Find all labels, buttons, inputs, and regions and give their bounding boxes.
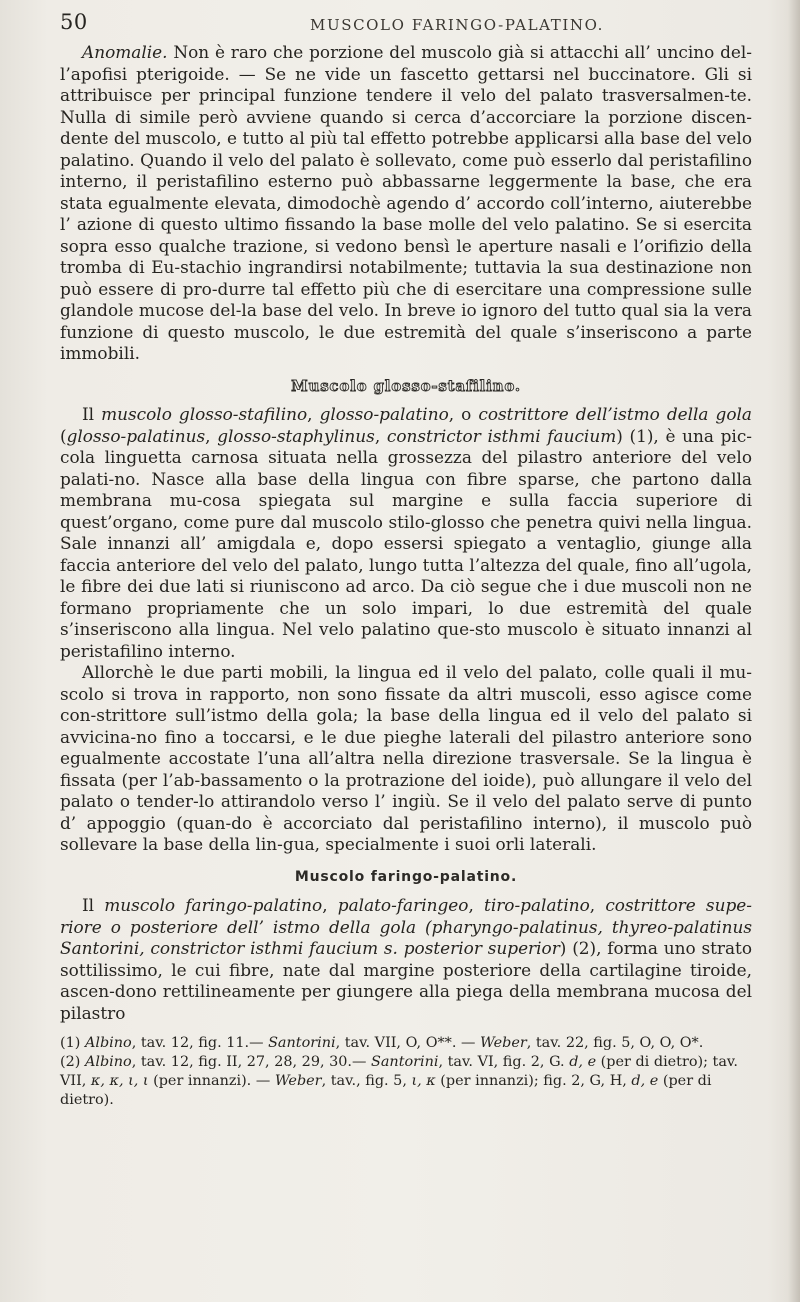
italic-text-run: glosso-palatino xyxy=(319,404,449,424)
body-text xyxy=(60,42,752,1110)
running-head: MUSCOLO FARINGO-PALATINO. xyxy=(310,16,605,34)
italic-text-run: Anomalie. xyxy=(82,42,168,62)
italic-text-run: ι, κ xyxy=(411,1073,436,1089)
text-run: , o xyxy=(448,404,479,424)
italic-text-run: costrittore dell’istmo della gola xyxy=(478,404,752,424)
italic-text-run: tiro-palatino xyxy=(484,895,590,915)
italic-text-run: constrictor isthmi faucium xyxy=(386,425,617,446)
italic-text-run: glosso-palatinus xyxy=(66,425,206,446)
text-run: , xyxy=(307,404,320,424)
text-run: (per di dietro); tav. VII, xyxy=(60,1054,738,1089)
text-run: (per innanzi); fig. 2, G, H, xyxy=(435,1073,632,1089)
italic-text-run: Santorini xyxy=(268,1035,336,1051)
italic-text-run: costrittore supe-riore o posteriore dell’ istmo della gola (pharyngo-palatinus, thyreo-palatinus Santorini, constrictor isthmi faucium s. posterior superior xyxy=(60,895,752,958)
paragraph-anomalie xyxy=(60,42,752,365)
text-run: , xyxy=(205,425,218,446)
page-header xyxy=(60,10,750,38)
text-run: , xyxy=(468,895,485,915)
italic-text-run: Albino xyxy=(84,1035,132,1051)
italic-text-run: κ, κ, ι, ι xyxy=(90,1073,149,1089)
page-number: 50 xyxy=(60,10,88,34)
paragraph-glosso-stafilino-action xyxy=(60,662,752,856)
text-run: , tav. 12, fig. II, 27, 28, 29, 30.— xyxy=(131,1054,371,1070)
page-edge-shadow xyxy=(788,0,800,1302)
text-run: (2) xyxy=(60,1054,85,1070)
text-run: ) (2), forma uno strato sottilissimo, le cui fibre, nate dal margine posteriore della cartilagine tiroide, ascen-dono rettilineamente per giungere alla piega della membrana mucosa del pilastro xyxy=(60,938,752,1023)
text-run: Il xyxy=(82,404,102,424)
section-heading-glosso-stafilino: Muscolo glosso-stafilino. xyxy=(291,376,521,395)
footnote-2 xyxy=(60,1053,752,1110)
section-heading-faringo-palatino: Muscolo faringo-palatino. xyxy=(294,868,518,885)
text-run: , xyxy=(374,425,387,446)
italic-text-run: d, e xyxy=(569,1054,597,1070)
paragraph-faringo-palatino xyxy=(60,895,752,1024)
text-run: , tav. VII, O, O**. — xyxy=(335,1035,480,1051)
italic-text-run: Weber xyxy=(274,1073,322,1089)
footnote-1 xyxy=(60,1034,752,1053)
italic-text-run: Santorini xyxy=(370,1054,439,1070)
text-run: (per innanzi). — xyxy=(148,1073,275,1089)
italic-text-run: muscolo faringo-palatino xyxy=(104,895,323,915)
text-run: Allorchè le due parti mobili, la lingua ed il velo del palato, colle quali il mu-scolo si trova in rapporto, non sono fissate da altri muscoli, esso agisce come con-strittore sull’istmo della gola; la base della lingua ed il velo del palato si avvicina-no fino a toccarsi, e le due pieghe laterali del pilastro anteriore sono egualmente accostate l’una all’altra nella direzione trasversale. Se la lingua è fissata (per l’ab-bassamento o la protrazione del ioide), può allungare il velo del palato o tender-lo attirandolo verso l’ ingiù. Se il velo del palato serve di punto d’ appoggio (quan-do è accorciato dal peristafilino interno), il muscolo può sollevare la base della lin-gua, specialmente i suoi orli laterali. xyxy=(60,662,752,854)
italic-text-run: Albino xyxy=(84,1054,132,1070)
italic-text-run: palato-faringeo xyxy=(337,895,469,915)
text-run: ) (1), è una pic-cola linguetta carnosa situata nella grossezza del pilastro anteriore del velo palati-no. Nasce alla base della lingua con fibre sparse, che partono dalla membrana mu-cosa spiegata sul margine e sulla faccia superiore di quest’organo, come pure dal muscolo stilo-glosso che penetra quivi nella lingua. Sale innanzi all’ amigdala e, dopo essersi spiegato a ventaglio, giunge alla faccia anteriore del velo del palato, lungo tutta l’altezza del quale, fino all’ugola, le fibre dei due lati si riuniscono ad arco. Da ciò segue che i due muscoli non ne formano propriamente che un solo impari, lo due estremità del quale s’inseriscono alla lingua. Nel velo palatino que-sto muscolo è situato innanzi al peristafilino interno. xyxy=(60,425,752,661)
italic-text-run: glosso-staphylinus xyxy=(217,425,375,446)
footnotes xyxy=(60,1034,752,1110)
text-run: , xyxy=(322,895,338,915)
text-run: Non è raro che porzione del muscolo già si attacchi all’ uncino del-l’apofisi pterigoide. — Se ne vide un fascetto gettarsi nel buccinatore. Gli si attribuisce per principal funzione tendere il velo del palato trasversalmen-te. Nulla di simile però avviene quando si cerca d’accorciare la porzione discen-dente del muscolo, e tutto al più tal effetto potrebbe applicarsi alla base del velo palatino. Quando il velo del palato è sollevato, come può esserlo dal peristafilino interno, il peristafilino esterno può abbassarne leggermente la base, che era stata egualmente elevata, dimodochè agendo d’ accordo coll’interno, aiuterebbe l’ azione di questo ultimo fissando la base molle del velo palatino. Se si esercita sopra esso qualche trazione, si vedono bensì le aperture nasali e l’orifizio della tromba di Eu-stachio ingrandirsi notabilmente; tuttavia la sua destinazione non può essere di pro-durre tal effetto più che di esercitare una compressione sulle glandole mucose del-la base del velo. In breve io ignoro del tutto qual sia la vera funzione di questo muscolo, le due estremità del quale s’inseriscono a parte immobili. xyxy=(60,42,752,363)
text-run: (1) xyxy=(60,1035,85,1051)
italic-text-run: Weber xyxy=(480,1035,527,1051)
paragraph-glosso-stafilino-description xyxy=(60,404,752,662)
text-run: , tav. VI, fig. 2, G. xyxy=(438,1054,570,1070)
text-run: Il xyxy=(82,895,105,915)
italic-text-run: d, e xyxy=(631,1073,659,1089)
text-run: , tav. 12, fig. 11.— xyxy=(131,1035,269,1051)
text-run: , tav. 22, fig. 5, O, O, O*. xyxy=(526,1035,704,1051)
text-run: , xyxy=(589,895,606,915)
text-run: ( xyxy=(60,425,67,446)
italic-text-run: muscolo glosso-stafilino xyxy=(101,404,308,424)
text-run: (per di dietro). xyxy=(60,1073,712,1108)
text-run: , tav., fig. 5, xyxy=(321,1073,412,1089)
